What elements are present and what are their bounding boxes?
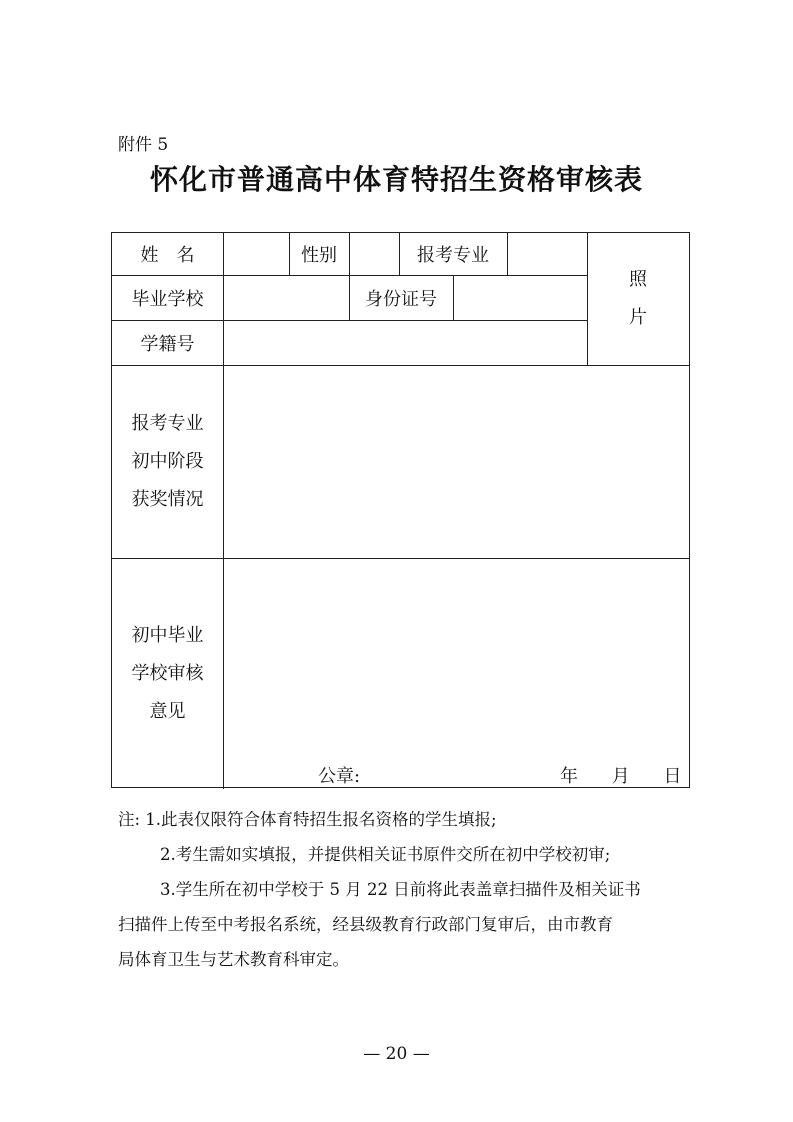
- sport-label: 报考专业: [417, 245, 489, 266]
- date-year: 年: [560, 766, 578, 787]
- school-label: 毕业学校: [131, 288, 204, 310]
- school-field[interactable]: [223, 275, 349, 320]
- review-form-table: [111, 232, 690, 788]
- notes: [118, 802, 688, 977]
- photo-label: 照: [629, 269, 647, 290]
- id-field[interactable]: [453, 275, 587, 320]
- note-line: 2.考生需如实填报，并提供相关证书原件交所在初中学校初审;: [160, 845, 611, 864]
- date-month: 月: [611, 766, 630, 787]
- note-line: 局体育卫生与艺术教育科审定。: [118, 950, 349, 969]
- seal-label: 公章:: [318, 766, 361, 787]
- student-no-label: 学籍号: [140, 333, 195, 355]
- sport-field[interactable]: [507, 233, 587, 275]
- student-no-field[interactable]: [223, 320, 587, 365]
- name-field[interactable]: [223, 233, 289, 275]
- name-label: 姓 名: [140, 245, 195, 266]
- page-number: — 20 —: [363, 1044, 430, 1064]
- review-opinion-field[interactable]: [223, 558, 689, 789]
- note-line: 扫描件上传至中考报名系统，经县级教育行政部门复审后，由市教育: [118, 915, 613, 934]
- awards-field[interactable]: [223, 365, 689, 558]
- id-label: 身份证号: [365, 288, 437, 310]
- date-day: 日: [663, 766, 682, 787]
- awards-label: 报考专业 初中阶段 获奖情况: [131, 412, 204, 510]
- attachment-label: 附件 5: [118, 135, 169, 155]
- page-title: 怀化市普通高中体育特招生资格审核表: [149, 163, 643, 196]
- photo-label: 片: [629, 307, 647, 328]
- photo-box[interactable]: [587, 233, 689, 365]
- gender-field[interactable]: [349, 233, 399, 275]
- gender-label: 性别: [301, 245, 337, 266]
- review-opinion-label: 初中毕业 学校审核 意见: [131, 624, 204, 722]
- date-line: [560, 762, 709, 788]
- note-line: 注: 1.此表仅限符合体育特招生报名资格的学生填报;: [118, 810, 497, 829]
- note-line: 3.学生所在初中学校于 5 月 22 日前将此表盖章扫描件及相关证书: [160, 880, 641, 899]
